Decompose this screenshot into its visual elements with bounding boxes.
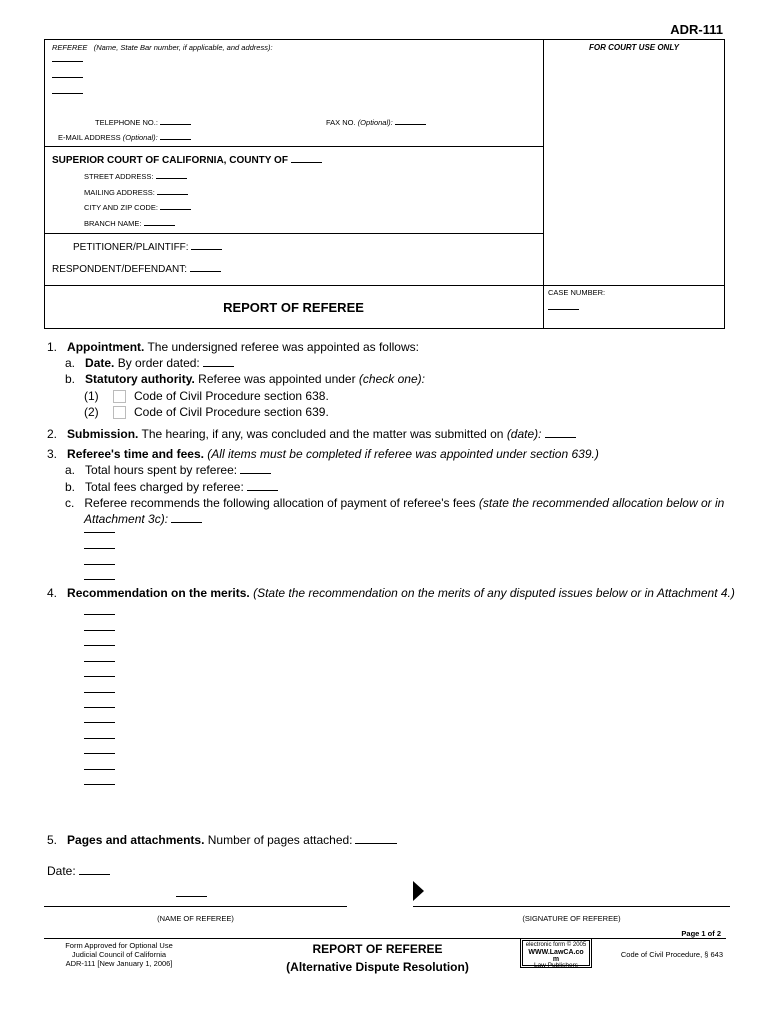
- merits-line[interactable]: [84, 738, 115, 739]
- item-3c-cont: Attachment 3c):: [84, 512, 202, 526]
- page-number: Page 1 of 2: [681, 929, 721, 938]
- item-2: 2. Submission. The hearing, if any, was concluded and the matter was submitted on (date):: [47, 427, 576, 441]
- court-title: SUPERIOR COURT OF CALIFORNIA, COUNTY OF: [52, 155, 322, 166]
- merits-line[interactable]: [84, 692, 115, 693]
- item-5: 5. Pages and attachments. Number of pages attached:: [47, 833, 397, 847]
- checkbox-639[interactable]: [113, 406, 126, 419]
- option-639: (2) Code of Civil Procedure section 639.: [84, 405, 329, 419]
- merits-line[interactable]: [84, 676, 115, 677]
- item-3c: c. Referee recommends the following allocation of payment of referee's fees (state the recommended allocation below or in: [65, 496, 725, 510]
- telephone-label: TELEPHONE NO.:: [95, 118, 191, 127]
- merits-line[interactable]: [84, 614, 115, 615]
- name-caption: (NAME OF REFEREE): [157, 914, 234, 923]
- item-1: 1. Appointment. The undersigned referee was appointed as follows:: [47, 340, 419, 354]
- date-field[interactable]: [79, 874, 110, 875]
- item-1a: a. Date. By order dated:: [65, 356, 234, 370]
- city-field[interactable]: [160, 209, 191, 210]
- county-field[interactable]: [291, 162, 322, 163]
- city-label: CITY AND ZIP CODE:: [84, 203, 191, 212]
- email-field[interactable]: [160, 139, 191, 140]
- mailing-field[interactable]: [157, 194, 188, 195]
- footer-subtitle: (Alternative Dispute Resolution): [286, 960, 469, 974]
- item-3: 3. Referee's time and fees. (All items must be completed if referee was appointed under section 639.): [47, 447, 599, 461]
- case-number-field[interactable]: [548, 309, 579, 310]
- merits-line[interactable]: [84, 722, 115, 723]
- footer-title: REPORT OF REFEREE: [312, 942, 443, 956]
- branch-field[interactable]: [144, 225, 175, 226]
- signature-arrow-icon: [413, 881, 425, 901]
- hours-field[interactable]: [240, 473, 271, 474]
- telephone-field[interactable]: [160, 124, 191, 125]
- email-label: E-MAIL ADDRESS (Optional):: [58, 133, 191, 142]
- petitioner-label: PETITIONER/PLAINTIFF:: [73, 242, 222, 253]
- submission-date-field[interactable]: [545, 437, 576, 438]
- referee-name-line[interactable]: [52, 61, 83, 62]
- allocation-line[interactable]: [84, 579, 115, 580]
- respondent-label: RESPONDENT/DEFENDANT:: [52, 264, 221, 275]
- item-1b: b. Statutory authority. Referee was appointed under (check one):: [65, 372, 425, 386]
- merits-line[interactable]: [84, 769, 115, 770]
- allocation-line[interactable]: [84, 532, 115, 533]
- case-number-label: CASE NUMBER:: [548, 288, 606, 297]
- footer-rule: [44, 938, 726, 939]
- street-field[interactable]: [156, 178, 187, 179]
- checkbox-638[interactable]: [113, 390, 126, 403]
- respondent-field[interactable]: [190, 271, 221, 272]
- fax-field[interactable]: [395, 124, 426, 125]
- petitioner-field[interactable]: [191, 249, 222, 250]
- lawca-badge: electronic form © 2005 WWW.LawCA.co m: [520, 938, 592, 968]
- allocation-line[interactable]: [84, 548, 115, 549]
- order-date-field[interactable]: [203, 366, 234, 367]
- name-line: [44, 906, 347, 907]
- branch-label: BRANCH NAME:: [84, 219, 175, 228]
- form-approval: Form Approved for Optional Use Judicial Council of California ADR-111 [New January 1, 2006]: [65, 941, 173, 968]
- fax-label: FAX NO. (Optional):: [326, 118, 426, 127]
- fees-field[interactable]: [247, 490, 278, 491]
- merits-line[interactable]: [84, 645, 115, 646]
- merits-line[interactable]: [84, 753, 115, 754]
- referee-label: REFEREE (Name, State Bar number, if applicable, and address):: [52, 43, 273, 52]
- option-638: (1) Code of Civil Procedure section 638.: [84, 389, 329, 403]
- code-reference: Code of Civil Procedure, § 643: [620, 950, 723, 959]
- street-label: STREET ADDRESS:: [84, 172, 187, 181]
- signature-caption: (SIGNATURE OF REFEREE): [522, 914, 621, 923]
- doc-title: REPORT OF REFEREE: [223, 300, 364, 315]
- merits-line[interactable]: [84, 661, 115, 662]
- pages-attached-field[interactable]: [355, 843, 397, 844]
- item-3b: b. Total fees charged by referee:: [65, 480, 278, 494]
- merits-line[interactable]: [84, 784, 115, 785]
- referee-address-line-1[interactable]: [52, 77, 83, 78]
- allocation-line[interactable]: [84, 564, 115, 565]
- date-row: Date:: [47, 864, 110, 878]
- signature-line[interactable]: [413, 906, 730, 907]
- referee-name-field[interactable]: [176, 896, 207, 897]
- referee-address-line-2[interactable]: [52, 93, 83, 94]
- merits-line[interactable]: [84, 707, 115, 708]
- item-3a: a. Total hours spent by referee:: [65, 463, 271, 477]
- lawca-publisher: Law Publishers: [533, 962, 579, 969]
- allocation-field[interactable]: [171, 522, 202, 523]
- merits-line[interactable]: [84, 630, 115, 631]
- item-4: 4. Recommendation on the merits. (State the recommendation on the merits of any disputed issues below or in Attachment 4.): [47, 586, 735, 600]
- mailing-label: MAILING ADDRESS:: [84, 188, 188, 197]
- court-use-label: FOR COURT USE ONLY: [589, 43, 679, 52]
- form-id: ADR-111: [670, 22, 723, 37]
